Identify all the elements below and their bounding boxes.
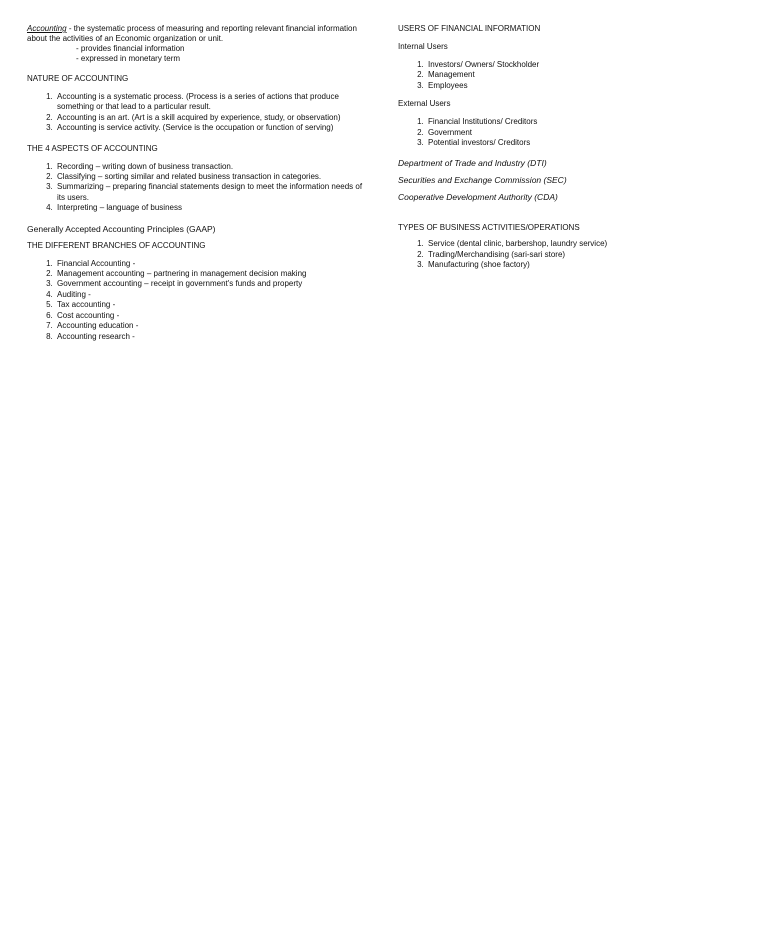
list-item: 3. Government accounting – receipt in government's funds and property <box>55 279 372 289</box>
list-item: 3. Accounting is service activity. (Service is the occupation or function of serving) <box>55 123 372 133</box>
list-item: 1. Investors/ Owners/ Stockholder <box>426 60 743 70</box>
gaap-title: Generally Accepted Accounting Principles (GAAP) <box>27 223 216 234</box>
list-item: 4. Auditing - <box>55 290 372 300</box>
list-item: 1. Recording – writing down of business transaction. <box>55 162 372 172</box>
internal-users-list <box>398 60 743 91</box>
definition-bullet: - provides financial information <box>76 44 185 53</box>
list-item: 2. Trading/Merchandising (sari-sari store) <box>426 250 743 260</box>
definition-bullet: - expressed in monetary term <box>76 54 181 63</box>
list-item: 8. Accounting research - <box>55 332 372 342</box>
definition-text: - the systematic process of measuring and reporting relevant financial information about the activities of an Economic organization or unit. <box>27 24 357 43</box>
list-item: 3. Potential investors/ Creditors <box>426 138 743 148</box>
list-item: 7. Accounting education - <box>55 321 372 331</box>
activities-heading: TYPES OF BUSINESS ACTIVITIES/OPERATIONS <box>398 223 580 233</box>
definition-term: Accounting <box>27 24 67 33</box>
aspects-list <box>27 162 372 214</box>
list-item: 3. Employees <box>426 81 743 91</box>
right-column <box>398 24 743 271</box>
list-item: 2. Classifying – sorting similar and related business transaction in categories. <box>55 172 372 182</box>
nature-list <box>27 92 372 134</box>
agency-dti: Department of Trade and Industry (DTI) <box>398 158 547 169</box>
agency-sec: Securities and Exchange Commission (SEC) <box>398 175 567 186</box>
list-item: 6. Cost accounting - <box>55 311 372 321</box>
accounting-definition <box>27 24 372 44</box>
internal-users-label: Internal Users <box>398 42 448 51</box>
nature-heading: NATURE OF ACCOUNTING <box>27 74 129 83</box>
list-item: 1. Financial Accounting - <box>55 259 372 269</box>
list-item: 1. Financial Institutions/ Creditors <box>426 117 743 127</box>
list-item: 3. Manufacturing (shoe factory) <box>426 260 743 270</box>
list-item: 2. Accounting is an art. (Art is a skill acquired by experience, study, or observation) <box>55 113 372 123</box>
list-item: 4. Interpreting – language of business <box>55 203 372 213</box>
external-users-label: External Users <box>398 99 451 109</box>
aspects-heading: THE 4 ASPECTS OF ACCOUNTING <box>27 143 158 153</box>
left-column <box>27 24 372 342</box>
list-item: 1. Service (dental clinic, barbershop, laundry service) <box>426 239 743 249</box>
external-users-list <box>398 117 743 148</box>
list-item: 2. Management <box>426 70 743 80</box>
activities-list <box>398 239 743 270</box>
list-item: 5. Tax accounting - <box>55 300 372 310</box>
list-item: 1. Accounting is a systematic process. (Process is a series of actions that produce something or that lead to a particular result. <box>55 92 372 113</box>
list-item: 2. Government <box>426 128 743 138</box>
users-heading: USERS OF FINANCIAL INFORMATION <box>398 24 541 33</box>
list-item: 2. Management accounting – partnering in management decision making <box>55 269 372 279</box>
agency-cda: Cooperative Development Authority (CDA) <box>398 192 558 203</box>
branches-heading: THE DIFFERENT BRANCHES OF ACCOUNTING <box>27 240 206 250</box>
branches-list <box>27 259 372 342</box>
list-item: 3. Summarizing – preparing financial statements design to meet the information needs of its users. <box>55 182 372 203</box>
